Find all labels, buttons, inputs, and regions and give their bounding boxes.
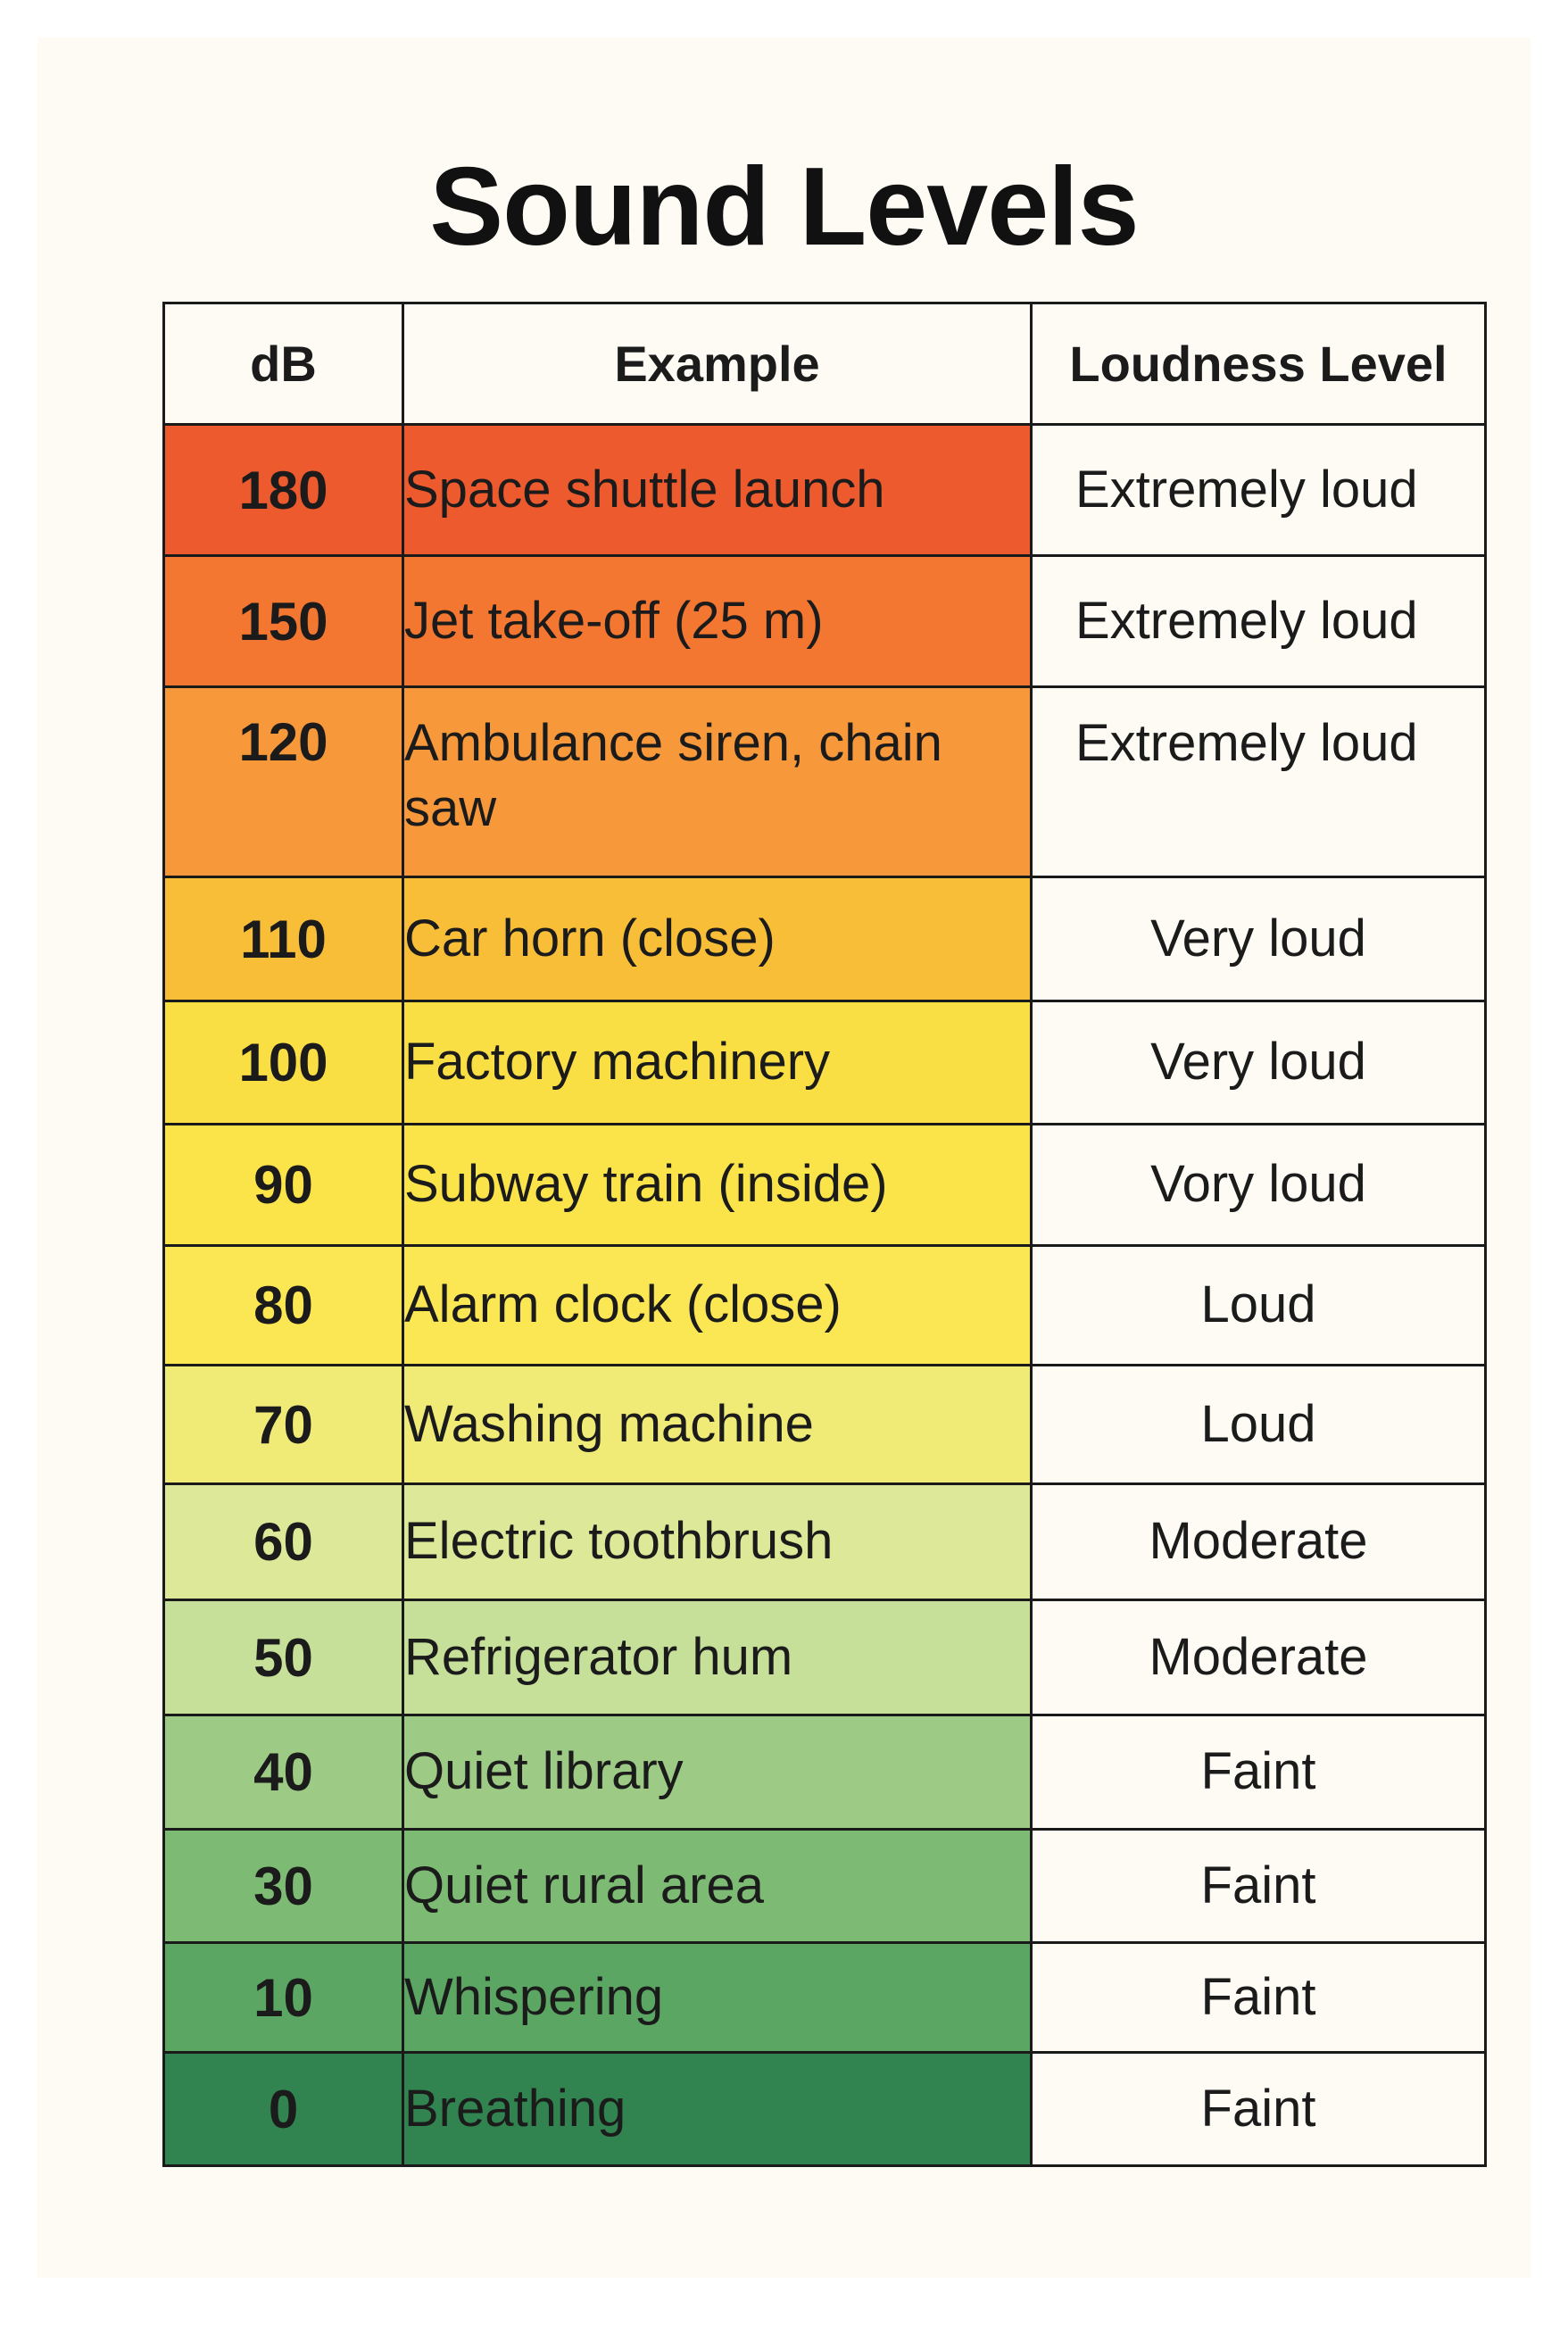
table-row xyxy=(164,1830,1486,1943)
table-row xyxy=(164,425,1486,556)
cell-loudness: Faint xyxy=(1032,1715,1486,1830)
cell-db: 180 xyxy=(164,425,403,556)
table-row xyxy=(164,877,1486,1001)
cell-loudness: Moderate xyxy=(1032,1600,1486,1715)
cell-loudness: Vory loud xyxy=(1032,1125,1486,1246)
cell-example: Ambulance siren, chain saw xyxy=(403,687,1032,877)
cell-example: Subway train (inside) xyxy=(403,1125,1032,1246)
table-row xyxy=(164,1715,1486,1830)
cell-db: 60 xyxy=(164,1484,403,1600)
header-db: dB xyxy=(164,303,403,425)
cell-db: 110 xyxy=(164,877,403,1001)
sound-levels-card xyxy=(37,37,1531,2278)
cell-db: 100 xyxy=(164,1001,403,1125)
cell-example: Factory machinery xyxy=(403,1001,1032,1125)
cell-db: 120 xyxy=(164,687,403,877)
page-title: Sound Levels xyxy=(429,145,1139,269)
cell-example: Electric toothbrush xyxy=(403,1484,1032,1600)
cell-example: Space shuttle launch xyxy=(403,425,1032,556)
cell-db: 70 xyxy=(164,1366,403,1484)
table-row xyxy=(164,1600,1486,1715)
table-row xyxy=(164,1125,1486,1246)
cell-db: 0 xyxy=(164,2053,403,2166)
cell-example: Car horn (close) xyxy=(403,877,1032,1001)
cell-loudness: Faint xyxy=(1032,1943,1486,2053)
cell-loudness: Faint xyxy=(1032,2053,1486,2166)
header-example: Example xyxy=(403,303,1032,425)
cell-db: 30 xyxy=(164,1830,403,1943)
table-row xyxy=(164,2053,1486,2166)
table-row xyxy=(164,1001,1486,1125)
cell-example: Quiet rural area xyxy=(403,1830,1032,1943)
cell-example: Breathing xyxy=(403,2053,1032,2166)
cell-db: 50 xyxy=(164,1600,403,1715)
header-row xyxy=(164,303,1486,425)
cell-loudness: Extremely loud xyxy=(1032,425,1486,556)
cell-db: 80 xyxy=(164,1246,403,1366)
header-loudness: Loudness Level xyxy=(1032,303,1486,425)
cell-example: Refrigerator hum xyxy=(403,1600,1032,1715)
cell-db: 40 xyxy=(164,1715,403,1830)
cell-loudness: Very loud xyxy=(1032,1001,1486,1125)
table-body xyxy=(164,425,1486,2166)
cell-example: Quiet library xyxy=(403,1715,1032,1830)
cell-loudness: Very loud xyxy=(1032,877,1486,1001)
cell-loudness: Extremely loud xyxy=(1032,687,1486,877)
sound-levels-table xyxy=(162,302,1487,2167)
cell-db: 10 xyxy=(164,1943,403,2053)
table-row xyxy=(164,1246,1486,1366)
cell-loudness: Loud xyxy=(1032,1366,1486,1484)
cell-loudness: Loud xyxy=(1032,1246,1486,1366)
cell-loudness: Faint xyxy=(1032,1830,1486,1943)
table-row xyxy=(164,1366,1486,1484)
cell-db: 90 xyxy=(164,1125,403,1246)
table-row xyxy=(164,1943,1486,2053)
cell-example: Jet take-off (25 m) xyxy=(403,556,1032,687)
table-row xyxy=(164,687,1486,877)
cell-loudness: Extremely loud xyxy=(1032,556,1486,687)
cell-example: Washing machine xyxy=(403,1366,1032,1484)
table-row xyxy=(164,556,1486,687)
table-row xyxy=(164,1484,1486,1600)
cell-example: Whispering xyxy=(403,1943,1032,2053)
cell-db: 150 xyxy=(164,556,403,687)
cell-example: Alarm clock (close) xyxy=(403,1246,1032,1366)
cell-loudness: Moderate xyxy=(1032,1484,1486,1600)
